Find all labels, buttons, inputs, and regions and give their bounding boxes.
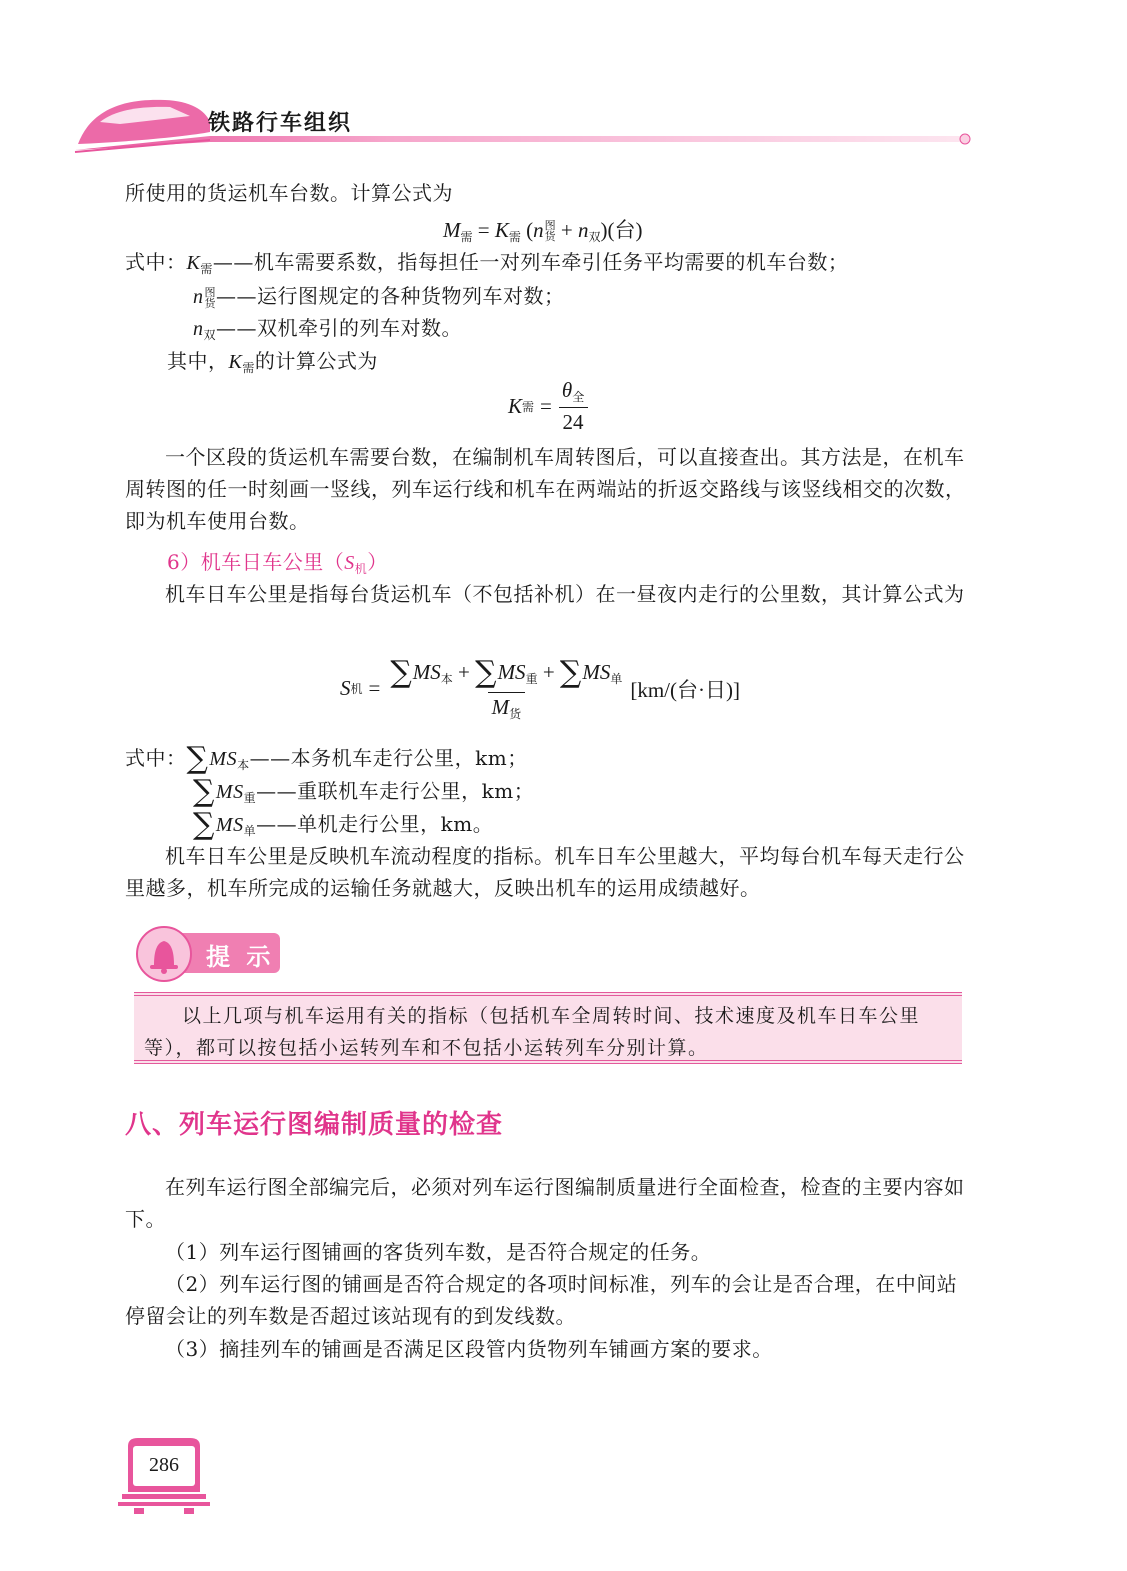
- subheading: 6）机车日车公里$(S_机)$: [167, 550, 388, 576]
- page-header: [70, 92, 980, 162]
- k-intro: 其中，$K_需$的计算公式为: [167, 349, 378, 375]
- paragraph: 一个区段的货运机车需要台数，在编制机车周转图后，可以直接查出。其方法是，在机车周转图的任一时刻画一竖线，列车运行线和机车在两端站的折返交路线与该竖线相交的次数，即为机车使用台数。: [125, 445, 966, 533]
- page-number-badge: [118, 1436, 210, 1516]
- tip-badge: [134, 925, 284, 983]
- paragraph: 机车日车公里是指每台货运机车（不包括补机）在一昼夜内走行的公里数，其计算公式为: [165, 582, 965, 606]
- definition-row: 式中：$K_需——$机车需要系数，指每担任一对列车牵引任务平均需要的机车台数；: [125, 250, 849, 276]
- header-title: 铁路行车组织: [208, 111, 353, 136]
- intro-line: 所使用的货运机车台数。计算公式为: [125, 181, 453, 205]
- train-logo-icon: [70, 92, 980, 162]
- list-item: （2）列车运行图的铺画是否符合规定的各项时间标准，列车的会让是否合理，在中间站停留会让的列车数是否超过该站现有的到发线数。: [125, 1272, 958, 1328]
- definition-row: n图 货——运行图规定的各种货物列车对数；: [193, 284, 565, 310]
- page-number: 286: [149, 1454, 179, 1476]
- tip-text: 以上几项与机车运用有关的指标（包括机车全周转时间、技术速度及机车日车公里等），都可以按包括小运转列车和不包括小运转列车分别计算。: [144, 1005, 921, 1059]
- definition-row: $n_双——$双机牵引的列车对数。: [193, 316, 463, 342]
- definition-row: $\sum MS_重——$重联机车走行公里，km；: [193, 774, 535, 809]
- definition-row: 式中：$\sum MS_本——$本务机车走行公里，km；: [125, 741, 528, 776]
- list-item: （3）摘挂列车的铺画是否满足区段管内货物列车铺画方案的要求。: [165, 1337, 773, 1361]
- list-item: （1）列车运行图铺画的客货列车数，是否符合规定的任务。: [165, 1240, 712, 1264]
- formula-k-required: K 需 = $\frac{\theta_全}{24}$: [508, 378, 588, 435]
- paragraph: 在列车运行图全部编完后，必须对列车运行图编制质量进行全面检查，检查的主要内容如下。: [125, 1175, 965, 1231]
- formula-s-locomotive: S 机 = $\frac{\sum MS_本 + \sum MS_重 + \sum MS_单}{M_货}$ [km/(台·日)]: [340, 655, 740, 721]
- definition-row: $\sum MS_单——$单机走行公里，km。: [193, 807, 494, 842]
- paragraph: 机车日车公里是反映机车流动程度的指标。机车日车公里越大，平均每台机车每天走行公里越多，机车所完成的运输任务就越大，反映出机车的运用成绩越好。: [125, 844, 965, 900]
- tip-label: 提 示: [206, 943, 275, 971]
- section-title: 八、列车运行图编制质量的检查: [125, 1110, 504, 1140]
- tip-box: [134, 992, 962, 1064]
- formula-m-required: $M_需 = K_需$ (n图 货 + $n_双$)(台): [443, 218, 643, 244]
